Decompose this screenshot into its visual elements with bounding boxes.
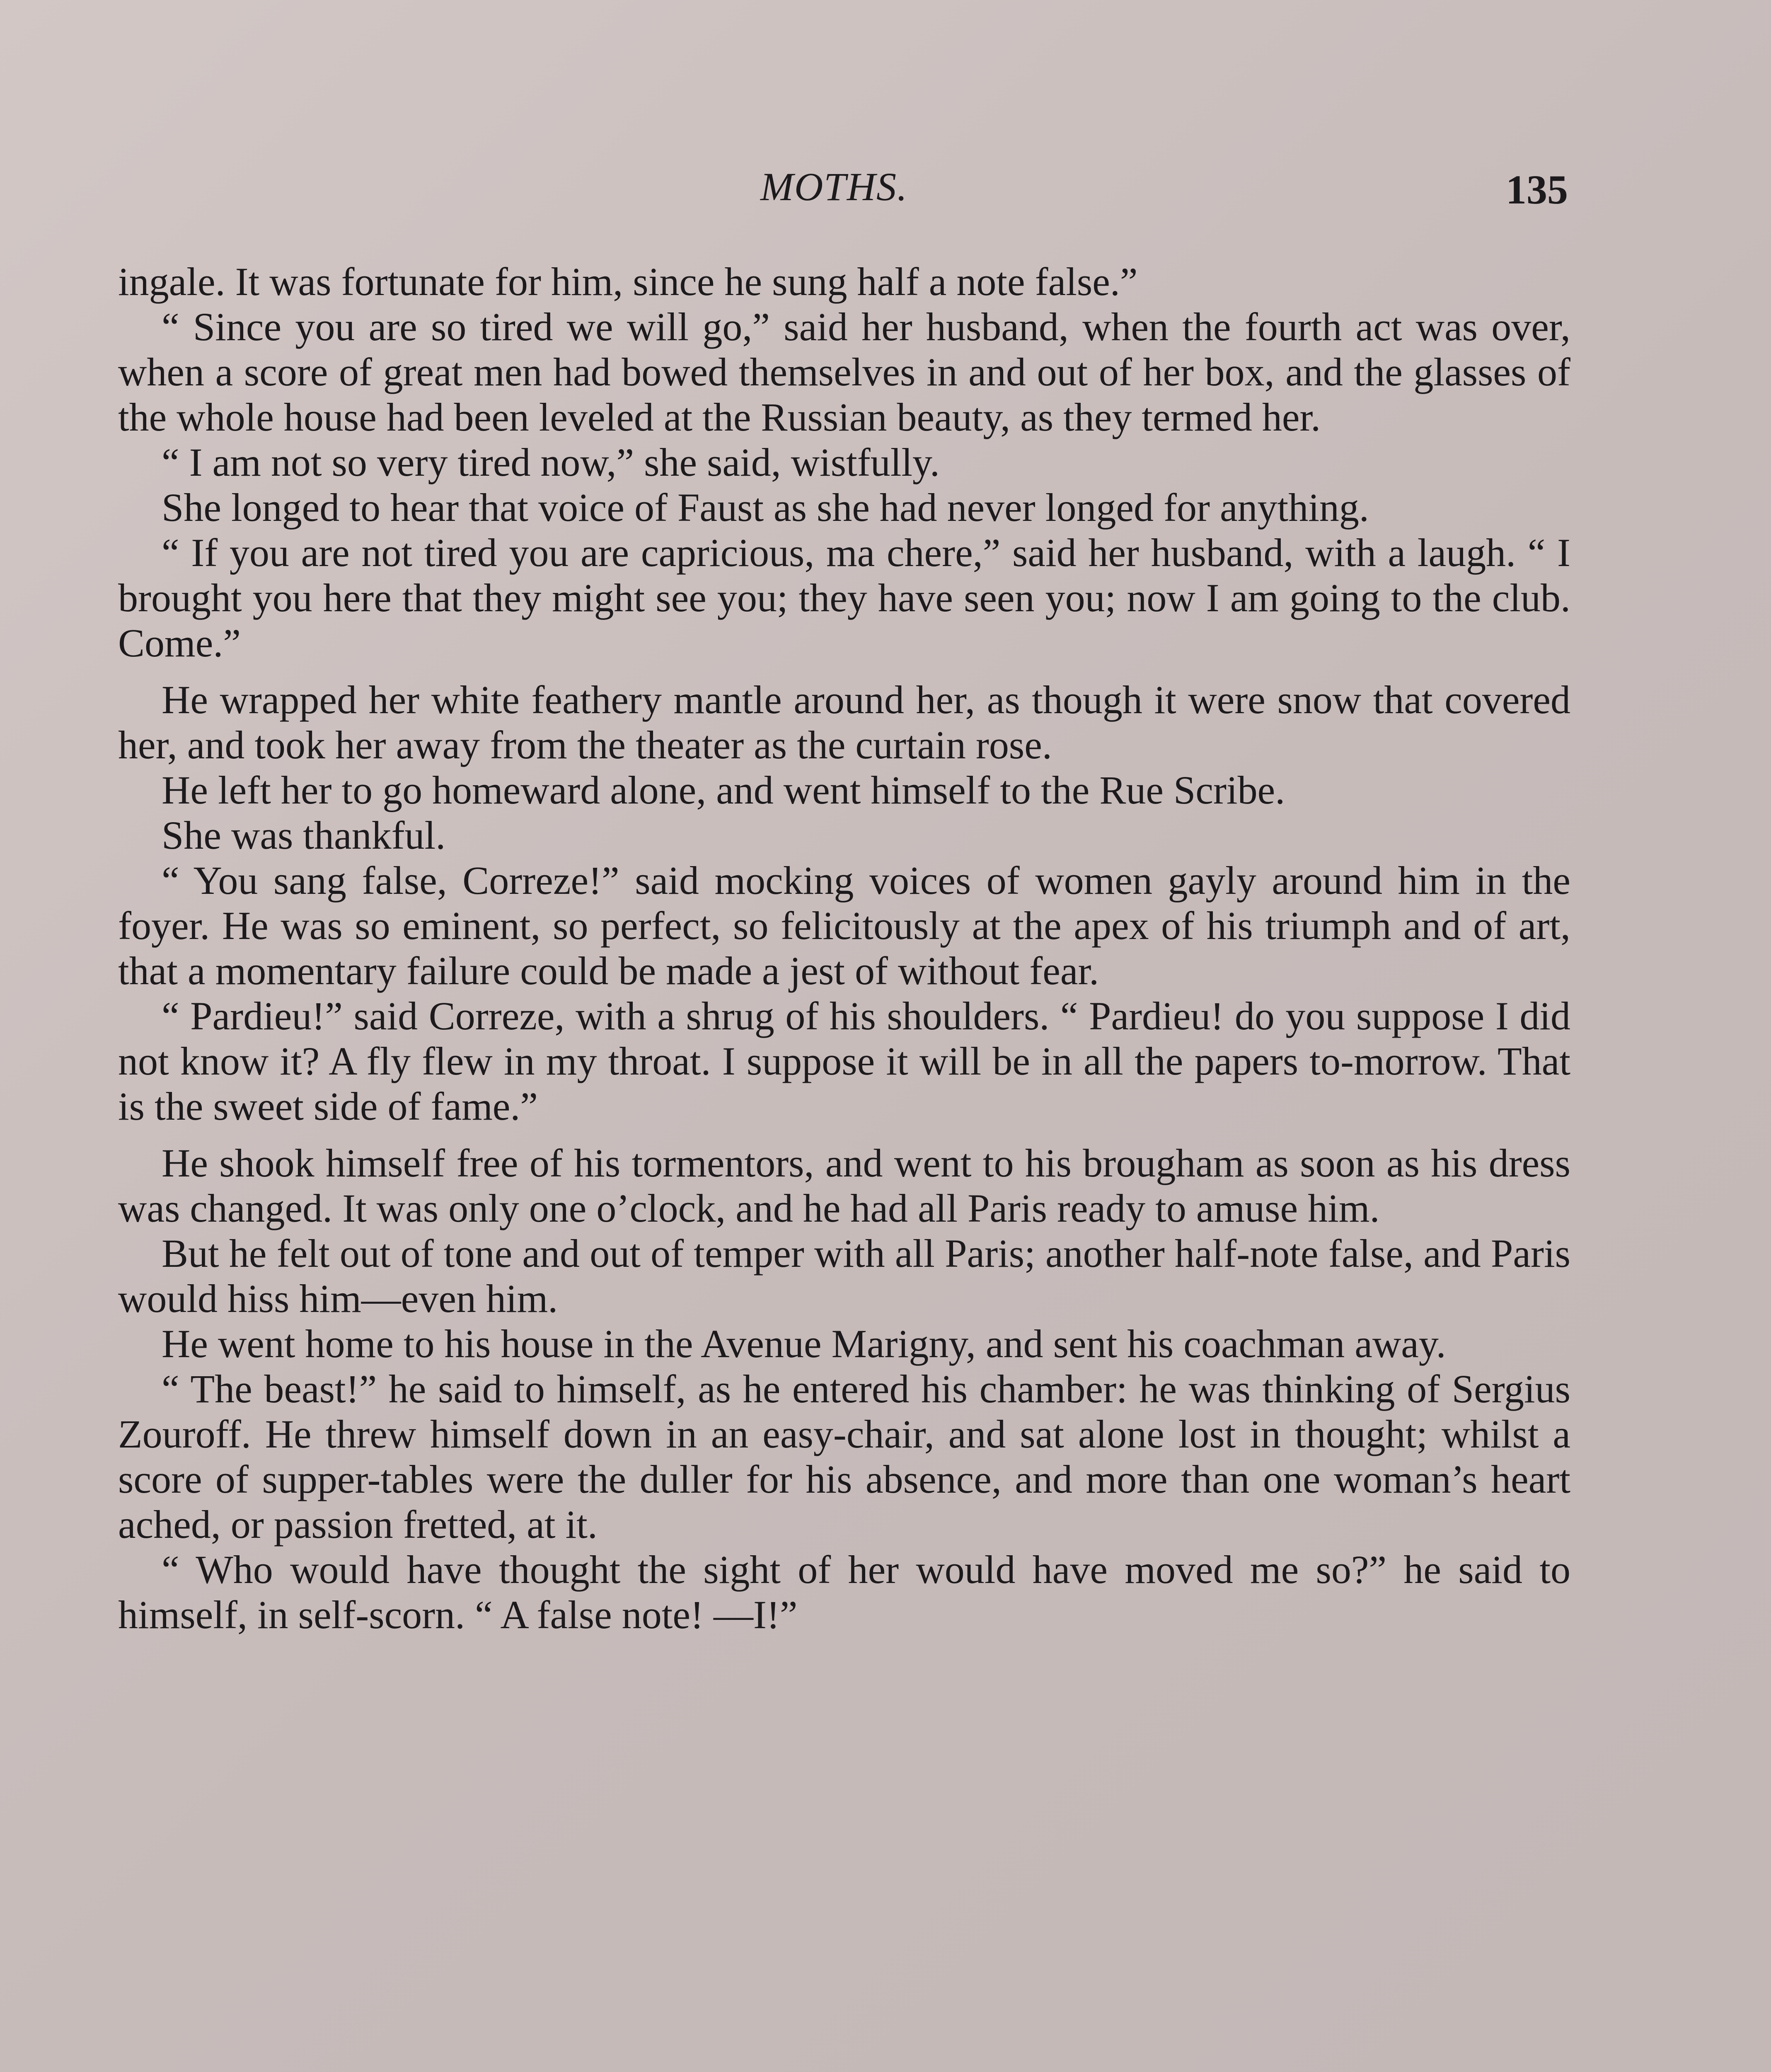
paragraph: “ Pardieu!” said Correze, with a shrug of his shoulders. “ Pardieu! do you suppose I did not know it? A fly flew in my throat. I suppose it will be in all the papers to-morrow. That is the sweet side of fame.”: [118, 994, 1570, 1128]
paragraph: She longed to hear that voice of Faust as she had never longed for anything.: [162, 485, 1369, 530]
paragraph: “ The beast!” he said to himself, as he entered his chamber: he was thinking of Sergius Zouroff. He threw himself down in an easy-chair, and sat alone lost in thought; whilst a score of supper-tables were the duller for his absence, and more than one woman’s heart ached, or passion fretted, at it.: [118, 1367, 1570, 1547]
paragraph: She was thankful.: [162, 813, 446, 857]
body-text: [118, 259, 1570, 1637]
paragraph: He left her to go homeward alone, and went himself to the Rue Scribe.: [162, 768, 1285, 812]
paragraph: “ If you are not tired you are capricious, ma chere,” said her husband, with a laugh. “ I brought you here that they might see you; they have seen you; now I am going to the club. Come.”: [118, 530, 1570, 665]
paragraph: “ Since you are so tired we will go,” said her husband, when the fourth act was over, when a score of great men had bowed themselves in and out of her box, and the glasses of the whole house had been leveled at the Russian beauty, as they termed her.: [118, 305, 1570, 439]
paragraph: “ You sang false, Correze!” said mocking voices of women gayly around him in the foyer. He was so eminent, so perfect, so felicitously at the apex of his triumph and of art, that a momentary failure could be made a jest of without fear.: [118, 858, 1570, 993]
paragraph: He went home to his house in the Avenue Marigny, and sent his coachman away.: [162, 1322, 1446, 1366]
paragraph: He wrapped her white feathery mantle around her, as though it were snow that covered her, and took her away from the theater as the curtain rose.: [118, 678, 1570, 767]
paragraph: But he felt out of tone and out of temper with all Paris; another half-note false, and Paris would hiss him—even him.: [118, 1231, 1570, 1321]
page-number: 135: [1506, 167, 1568, 213]
paragraph: ingale. It was fortunate for him, since he sung half a note false.”: [118, 259, 1138, 304]
paragraph: “ Who would have thought the sight of her would have moved me so?” he said to himself, in self-scorn. “ A false note! —I!”: [118, 1547, 1570, 1637]
running-title: MOTHS.: [760, 165, 908, 209]
paragraph: He shook himself free of his tormentors, and went to his brougham as soon as his dress was changed. It was only one o’clock, and he had all Paris ready to amuse him.: [118, 1141, 1570, 1230]
paragraph: “ I am not so very tired now,” she said, wistfully.: [162, 440, 940, 484]
